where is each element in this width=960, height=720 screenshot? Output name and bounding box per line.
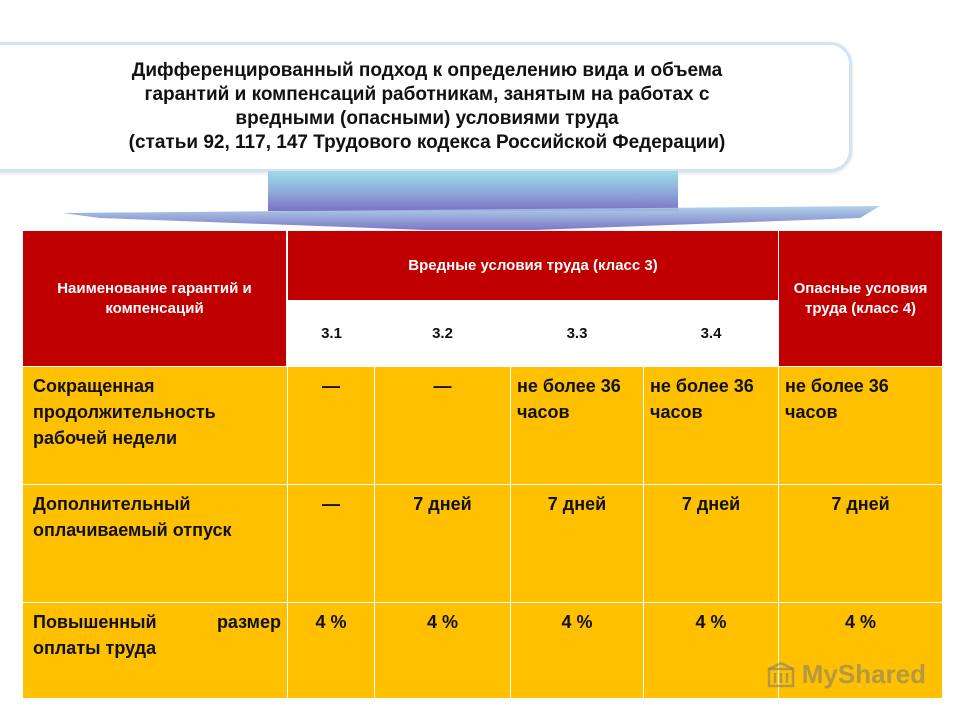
header-harmful: Вредные условия труда (класс 3) [288,231,779,301]
subclass-3-2: 3.2 [375,301,511,367]
title-line-4: (статьи 92, 117, 147 Трудового кодекса Российской Федерации) [128,132,726,153]
watermark [766,659,926,690]
page-title [99,59,756,155]
cell-3-4: 7 дней [644,485,779,603]
subclass-3-3: 3.3 [511,301,644,367]
cell-3-3: не более 36 часов [511,367,644,485]
title-line-1: Дифференцированный подход к определению вида и объема [131,60,723,81]
cell-3-3: 4 % [511,603,644,699]
cell-3-2: 7 дней [375,485,511,603]
title-box [0,42,852,172]
header-name-col: Наименование гарантий и компенсаций [23,231,288,367]
building-icon [766,661,796,689]
cell-3-4: не более 36 часов [644,367,779,485]
cell-3-2: — [375,367,511,485]
cell-3-1: — [288,367,375,485]
cell-3-1: — [288,485,375,603]
watermark-text: MyShared [801,659,926,689]
row-label: Повышенный размер оплаты труда [23,603,288,699]
cell-3-3: 7 дней [511,485,644,603]
title-line-2: гарантий и компенсаций работникам, занятым на работах с [144,84,710,105]
cell-class-4: не более 36 часов [779,367,943,485]
table-header-row [23,231,943,301]
cell-3-4: 4 % [644,603,779,699]
row-label: Сокращенная продолжительность рабочей недели [23,367,288,485]
table-row [23,367,943,485]
cell-3-1: 4 % [288,603,375,699]
table-row [23,485,943,603]
row-label: Дополнительный оплачиваемый отпуск [23,485,288,603]
cell-3-2: 4 % [375,603,511,699]
cell-class-4: 4 % [779,603,943,699]
header-dangerous: Опасные условия труда (класс 4) [779,231,943,367]
cell-class-4: 7 дней [779,485,943,603]
subclass-3-1: 3.1 [288,301,375,367]
guarantees-table [22,230,943,699]
title-line-3: вредными (опасными) условиями труда [235,108,619,129]
subclass-3-4: 3.4 [644,301,779,367]
